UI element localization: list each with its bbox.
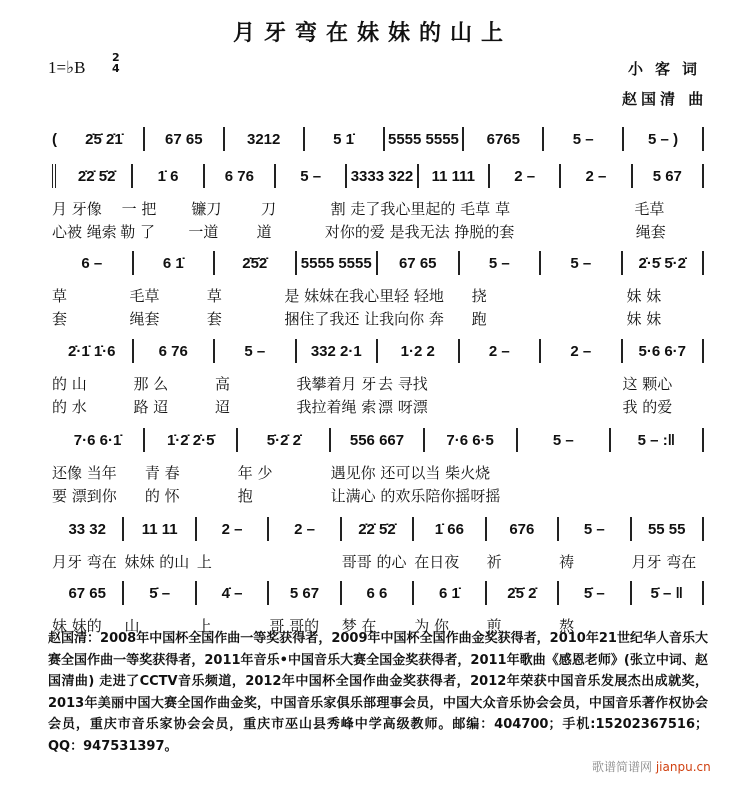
lyric-segment: 那 么: [133, 375, 169, 393]
lyric-segment: 的 山: [52, 375, 87, 393]
lyric-segment: 祈: [486, 553, 502, 571]
lyric-segment: 让满心 的欢乐: [330, 487, 426, 505]
lyric-segment: 月 牙像: [52, 200, 102, 218]
measure: 7·6 6·1̇: [52, 428, 145, 452]
measure: 5555 5555: [385, 127, 465, 151]
lyrics-verse-1: [52, 199, 704, 220]
lyric-segment: 毛草: [129, 287, 160, 305]
lyric-segment: 的 水: [52, 398, 87, 416]
score-row: [52, 250, 704, 330]
lyric-segment: [460, 397, 542, 418]
lyric-segment: 起的 毛草: [425, 200, 491, 218]
lyric-segment: 妹 妹: [626, 310, 662, 328]
measure: 2̇2̇ 5̇2̇: [52, 164, 133, 188]
lyric-segment: 轻 轻地: [394, 287, 444, 305]
lyric-segment: 勒 了: [120, 223, 155, 241]
notes-line: [52, 427, 704, 453]
notes-line: [52, 163, 704, 189]
composer-credit: 赵国清 曲: [622, 90, 708, 108]
lyric-segment: [549, 309, 626, 330]
measure: 6 1̇: [134, 251, 216, 275]
lyric-segment: [549, 286, 626, 307]
measure: 6 1̇: [414, 581, 486, 605]
measure: 3333 322: [347, 164, 418, 188]
measure: 5̇ –: [559, 581, 631, 605]
time-top: 2: [112, 51, 120, 64]
lyrics-verse-1: [52, 286, 704, 307]
lyric-segment: 妹 妹的: [52, 617, 102, 635]
measure: 1̇ 6: [133, 164, 204, 188]
lyric-segment: [460, 374, 542, 395]
measure: 11 11: [124, 517, 196, 541]
lyric-segment: 为 你: [414, 617, 449, 635]
measure: 33 32: [52, 517, 124, 541]
measure: 2̇5̇ 2̇: [487, 581, 559, 605]
measure: 556 667: [331, 428, 424, 452]
lyric-segment: 一 把: [121, 200, 157, 218]
lyric-segment: [269, 552, 341, 573]
measure: 67 65: [378, 251, 460, 275]
measure: 5 1̇: [305, 127, 385, 151]
lyric-segment: [518, 486, 611, 507]
lyric-segment: 的 怀: [144, 487, 180, 505]
key-signature: 1=♭B: [48, 58, 86, 77]
lyric-segment: 青 春: [144, 464, 180, 482]
lyric-segment: 草: [495, 200, 511, 218]
lyric-segment: 漂 呀漂: [378, 398, 428, 416]
lyric-segment: 哥哥 的心: [341, 553, 407, 571]
lyric-segment: 捆住了我还 让我: [284, 310, 395, 328]
measure: 5̇·2̇ 2̇: [238, 428, 331, 452]
measure: 67 65: [145, 127, 225, 151]
measure: 5 –: [559, 517, 631, 541]
lyric-segment: 跑: [471, 310, 487, 328]
lyric-segment: 熬: [559, 617, 575, 635]
measure: 6765: [464, 127, 544, 151]
lyric-segment: 遇见你 还可以: [330, 464, 426, 482]
measure: 6 76: [205, 164, 276, 188]
lyrics-verse-1: [52, 374, 704, 395]
lyric-segment: [568, 222, 636, 243]
lyric-segment: 年 少: [237, 464, 273, 482]
lyric-segment: 梦 在: [341, 617, 377, 635]
watermark: [592, 758, 711, 775]
lyric-segment: 迢: [215, 398, 231, 416]
lyric-segment: [611, 463, 704, 484]
measure: 5 67: [633, 164, 704, 188]
lyric-segment: 在日夜: [414, 553, 460, 571]
watermark-site: jianpu.cn: [655, 760, 711, 774]
lyric-segment: 上: [196, 617, 212, 635]
lyric-segment: 道: [256, 223, 272, 241]
composer-bio: 赵国清：2008年中国杯全国作曲一等奖获得者，2009年中国杯全国作曲金奖获得者，2010年21世纪华人音乐大赛全国作曲一等奖获得者，2011年音乐•中国音乐大赛全国金奖获得者，2011年歌曲《感恩老师》(张立中词、赵国清曲) 走进了CCTV音乐频道，2012年中国杯全国作曲金奖获得者，2012年荣获中国音乐发展杰出成就奖，2013年美丽中国大赛全国作曲金奖，中国音乐家俱乐部理事会员，中国大众音乐协会会员，中国音乐著作权协会会员，重庆市音乐家协会会员，重庆市巫山县秀峰中学高级教师。邮编：404700；手机:15202367516；QQ：947531397。: [48, 631, 708, 754]
lyric-segment: 草: [206, 287, 222, 305]
measure: 6 6: [342, 581, 414, 605]
lyric-segment: 绳套: [129, 310, 160, 328]
measure: 4̇ –: [197, 581, 269, 605]
measure: 2 –: [197, 517, 269, 541]
lyric-segment: 草: [52, 287, 68, 305]
measure: 2̇5̇2̇: [215, 251, 297, 275]
lyric-segment: 去 寻找: [378, 375, 428, 393]
lyric-segment: [565, 199, 635, 220]
time-bottom: 4: [112, 62, 120, 75]
lyric-segment: 是 妹妹在我心里: [284, 287, 395, 305]
lyric-segment: 陪你摇呀摇: [425, 487, 501, 505]
measure: 55 55: [632, 517, 704, 541]
measure: 5 –: [276, 164, 347, 188]
notes-line: [52, 338, 704, 364]
lyric-segment: 高: [215, 375, 231, 393]
lyric-segment: 祷: [559, 553, 575, 571]
lyric-segment: 刀: [260, 200, 276, 218]
measure: 2̇·1̇ 1̇·6: [52, 339, 134, 363]
lyric-segment: 心被 绳索: [52, 223, 117, 241]
measure: 2 –: [490, 164, 561, 188]
measure: 332 2·1: [297, 339, 379, 363]
measure: 11 111: [419, 164, 490, 188]
lyric-segment: 对你的爱 是我: [324, 223, 420, 241]
measure: 5 –: [215, 339, 297, 363]
lyric-segment: 我 的爱: [622, 398, 673, 416]
lyric-segment: 我拉着绳 索: [296, 398, 377, 416]
lyricist-credit: 小客词: [628, 60, 710, 78]
score-row: [52, 516, 704, 573]
lyric-segment: 套: [52, 310, 68, 328]
lyrics-verse-2: [52, 222, 704, 243]
lyric-segment: 还像 当年: [52, 464, 117, 482]
lyric-segment: 煎: [486, 617, 502, 635]
lyric-segment: 抱: [237, 487, 253, 505]
lyric-segment: 妹妹 的山: [124, 553, 190, 571]
measure: 5 – ): [624, 127, 704, 151]
measure: 67 65: [52, 581, 124, 605]
measure: 5 –: [541, 251, 623, 275]
lyrics-verse-2: [52, 486, 704, 507]
lyric-segment: 月牙 弯在: [631, 553, 697, 571]
lyric-segment: 我攀着月 牙: [296, 375, 377, 393]
lyric-segment: 要 漂到你: [52, 487, 117, 505]
lyric-segment: 挠: [471, 287, 487, 305]
score-row: [52, 126, 704, 152]
lyric-segment: 月牙 弯在: [52, 553, 117, 571]
measure: 3212: [225, 127, 305, 151]
lyrics-verse-1: [52, 552, 704, 573]
lyric-segment: 绳套: [635, 223, 666, 241]
time-signature: [112, 52, 120, 74]
lyric-segment: 套: [499, 223, 515, 241]
measure: 2̇2̇ 5̇2̇: [342, 517, 414, 541]
measure: 1·2 2: [378, 339, 460, 363]
score-row: [52, 338, 704, 418]
measure: 5 – :‖: [611, 428, 704, 452]
lyric-segment: 妹 妹: [626, 287, 662, 305]
notes-line: [52, 516, 704, 542]
lyric-segment: 当 柴火烧: [425, 464, 491, 482]
song-title: 月牙弯在妹妹的山上: [232, 21, 512, 46]
lyric-segment: 山: [124, 617, 140, 635]
measure: 6 –: [52, 251, 134, 275]
notes-line: [52, 126, 704, 152]
measure: 7·6 6·5: [425, 428, 518, 452]
notes-line: [52, 250, 704, 276]
measure: 2 –: [269, 517, 341, 541]
lyric-segment: [518, 463, 611, 484]
measure: 2 –: [541, 339, 623, 363]
measure: 6 76: [134, 339, 216, 363]
paren-open: (: [52, 130, 57, 148]
measure: 1̇ 66: [414, 517, 486, 541]
measure: 5 –: [460, 251, 542, 275]
score-row: [52, 427, 704, 507]
measure: 676: [487, 517, 559, 541]
lyric-segment: [541, 397, 623, 418]
watermark-cn: 歌谱简谱网: [592, 760, 653, 774]
lyric-segment: 向你 奔: [394, 310, 444, 328]
lyric-segment: 路 迢: [133, 398, 169, 416]
notes-line: [52, 580, 704, 606]
measure: 5̇ –: [124, 581, 196, 605]
measure: 2̇·5̇ 5̇·2̇: [623, 251, 705, 275]
lyrics-verse-2: [52, 397, 704, 418]
lyric-segment: 镰刀: [191, 200, 222, 218]
measure: 5̇ – ‖: [632, 581, 704, 605]
lyrics-verse-1: [52, 463, 704, 484]
measure: 5·6 6·7: [623, 339, 705, 363]
lyric-segment: 一道: [188, 223, 219, 241]
lyric-segment: 无法 挣脱的: [419, 223, 500, 241]
score-row: [52, 163, 704, 243]
measure: 1̇·2̇ 2̇·5̇: [145, 428, 238, 452]
lyric-segment: 哥 哥的: [269, 617, 320, 635]
measure: 5 –: [544, 127, 624, 151]
lyric-segment: [611, 486, 704, 507]
lyric-segment: 这 颗心: [622, 375, 673, 393]
measure: 2 –: [460, 339, 542, 363]
measure: 2̇5̇ 2̇1̇: [65, 127, 145, 151]
lyric-segment: [541, 374, 623, 395]
lyric-segment: 套: [206, 310, 222, 328]
lyric-segment: 毛草: [634, 200, 665, 218]
measure: 2 –: [561, 164, 632, 188]
lyric-segment: 割 走了我心里: [330, 200, 426, 218]
lyric-segment: 上: [196, 553, 212, 571]
measure: 5 67: [269, 581, 341, 605]
lyrics-verse-2: [52, 309, 704, 330]
measure: 5555 5555: [297, 251, 379, 275]
measure: 5 –: [518, 428, 611, 452]
